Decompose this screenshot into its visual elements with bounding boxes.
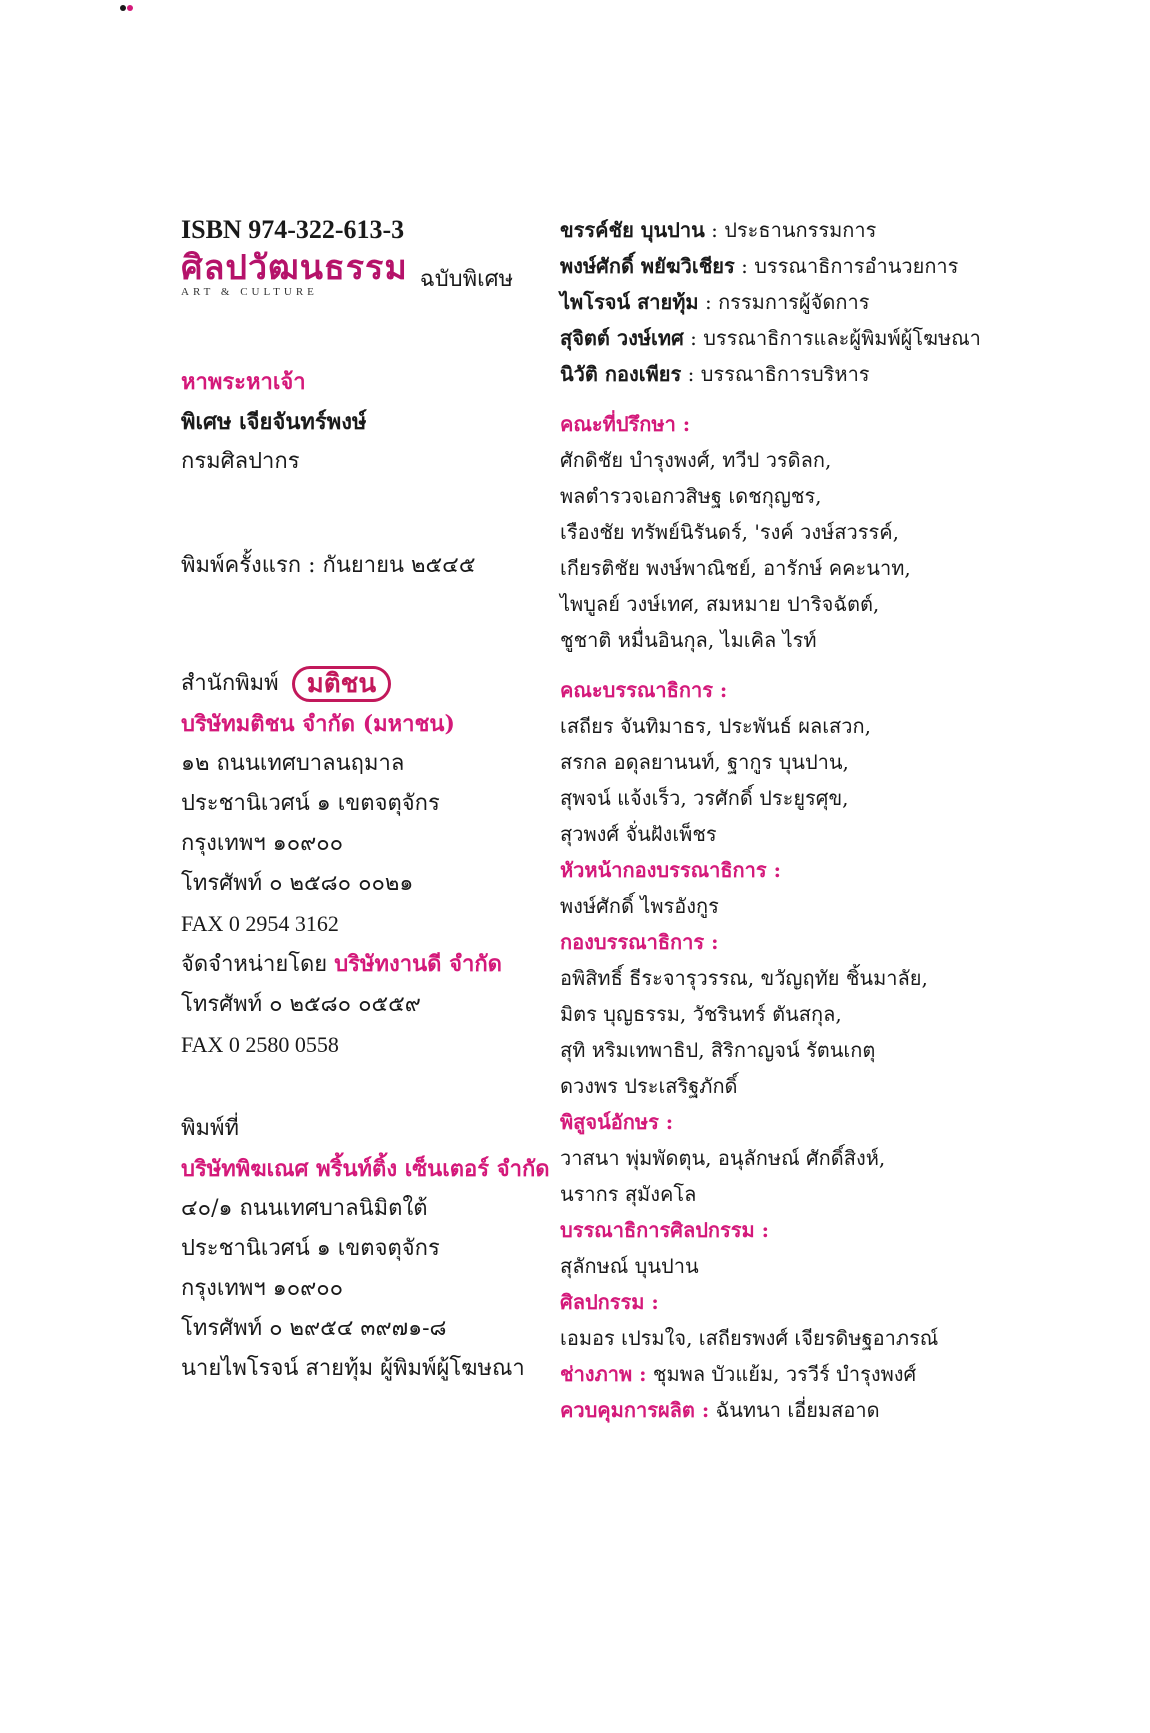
- executive-role: : บรรณาธิการและผู้พิมพ์ผู้โฆษณา: [690, 326, 981, 350]
- publisher-company: บริษัทมติชน จำกัด (มหาชน): [181, 711, 455, 737]
- editorial-board-line: สรกล อดุลยานนท์, ฐากูร บุนปาน,: [560, 750, 849, 774]
- distributor-company: บริษัทงานดี จำกัด: [334, 951, 502, 977]
- executive-role: : บรรณาธิการบริหาร: [687, 362, 870, 386]
- matichon-logo: มติชน: [292, 666, 391, 702]
- proofreading-line: วาสนา พุ่มพัดตุน, อนุลักษณ์ ศักดิ์สิงห์,: [560, 1146, 886, 1170]
- first-print: พิมพ์ครั้งแรก : กันยายน ๒๕๔๕: [181, 553, 476, 578]
- printer-address-line: ๔๐/๑ ถนนเทศบาลนิมิตใต้: [181, 1196, 428, 1221]
- book-title: หาพระหาเจ้า: [181, 369, 306, 395]
- production-name: ฉันทนา เอี่ยมสอาด: [715, 1398, 880, 1422]
- edition-label: ฉบับพิเศษ: [419, 267, 514, 292]
- executive-row: [560, 356, 1040, 392]
- author-affiliation: กรมศิลปากร: [181, 449, 300, 474]
- chief-editor-heading: หัวหน้ากองบรรณาธิการ :: [560, 858, 781, 882]
- production-row: [560, 1392, 1040, 1428]
- editorial-board-line: สุวพงศ์ จั่นฝังเพ็ชร: [560, 822, 717, 846]
- executive-name: ขรรค์ชัย บุนปาน: [560, 218, 705, 242]
- corner-dots: [120, 5, 136, 13]
- author-name: พิเศษ เจียจันทร์พงษ์: [181, 409, 367, 435]
- artwork-line: เอมอร เปรมใจ, เสถียรพงศ์ เจียรดิษฐอาภรณ์: [560, 1326, 939, 1350]
- art-editor-line: สุลักษณ์ บุนปาน: [560, 1254, 699, 1278]
- proofreading-heading: พิสูจน์อักษร :: [560, 1110, 674, 1134]
- isbn: ISBN 974-322-613-3: [181, 215, 405, 244]
- executive-role: : ประธานกรรมการ: [711, 218, 877, 242]
- editorial-staff-heading: กองบรรณาธิการ :: [560, 930, 719, 954]
- publisher-row: [181, 664, 541, 704]
- artwork-heading: ศิลปกรรม :: [560, 1290, 659, 1314]
- printer-phone: โทรศัพท์ ๐ ๒๙๕๔ ๓๙๗๑-๘: [181, 1316, 447, 1341]
- brand-thai-logo: ศิลปวัฒนธรรม: [181, 248, 408, 288]
- printer-company: บริษัทพิฆเณศ พริ้นท์ติ้ง เซ็นเตอร์ จำกัด: [181, 1156, 550, 1182]
- proofreading-line: นรากร สุมังคโล: [560, 1182, 697, 1206]
- editorial-staff-line: มิตร บุญธรรม, วัชรินทร์ ตันสกุล,: [560, 1002, 842, 1026]
- executive-role: : กรรมการผู้จัดการ: [704, 290, 870, 314]
- executive-name: ไพโรจน์ สายทุ้ม: [560, 290, 699, 314]
- printer-address-line: ประชานิเวศน์ ๑ เขตจตุจักร: [181, 1236, 440, 1261]
- editorial-staff-line: ดวงพร ประเสริฐภักดิ์: [560, 1074, 738, 1098]
- executive-name: นิวัติ กองเพียร: [560, 362, 682, 386]
- magazine-brand: [181, 250, 541, 298]
- printer-label: พิมพ์ที่: [181, 1116, 240, 1141]
- left-column: [181, 212, 550, 1389]
- printer-publisher-note: นายไพโรจน์ สายทุ้ม ผู้พิมพ์ผู้โฆษณา: [181, 1356, 525, 1381]
- executive-row: [560, 284, 1040, 320]
- publisher-address-line: ประชานิเวศน์ ๑ เขตจตุจักร: [181, 791, 440, 816]
- advisors-line: ชูชาติ หมื่นอินกุล, ไมเคิล ไรท์: [560, 628, 817, 652]
- art-editor-heading: บรรณาธิการศิลปกรรม :: [560, 1218, 770, 1242]
- photographer-row: [560, 1356, 1040, 1392]
- advisors-line: พลตำรวจเอกวสิษฐ เดชกุญชร,: [560, 484, 822, 508]
- chief-editor-line: พงษ์ศักดิ์ ไพรอังกูร: [560, 894, 719, 918]
- executive-row: [560, 212, 1040, 248]
- editorial-board-heading: คณะบรรณาธิการ :: [560, 678, 728, 702]
- publisher-address-line: กรุงเทพฯ ๑๐๙๐๐: [181, 831, 344, 856]
- advisors-line: เกียรติชัย พงษ์พาณิชย์, อารักษ์ คคะนาท,: [560, 556, 911, 580]
- production-heading: ควบคุมการผลิต :: [560, 1398, 710, 1422]
- executive-role: : บรรณาธิการอำนวยการ: [741, 254, 959, 278]
- advisors-line: เรืองชัย ทรัพย์นิรันดร์, 'รงค์ วงษ์สวรรค์,: [560, 520, 899, 544]
- printer-address-line: กรุงเทพฯ ๑๐๙๐๐: [181, 1276, 344, 1301]
- editorial-staff-line: สุทิ หริมเทพาธิป, สิริกาญจน์ รัตนเกตุ: [560, 1038, 876, 1062]
- advisors-line: ไพบูลย์ วงษ์เทศ, สมหมาย ปาริจฉัตต์,: [560, 592, 880, 616]
- publisher-label: สำนักพิมพ์: [181, 671, 279, 696]
- executive-row: [560, 248, 1040, 284]
- brand-english: ART & CULTURE: [181, 286, 318, 298]
- distributor-fax: FAX 0 2580 0558: [181, 1032, 339, 1057]
- publisher-fax: FAX 0 2954 3162: [181, 911, 339, 936]
- executive-row: [560, 320, 1040, 356]
- advisors-line: ศักดิชัย บำรุงพงศ์, ทวีป วรดิลก,: [560, 448, 832, 472]
- executive-name: สุจิตต์ วงษ์เทศ: [560, 326, 684, 350]
- editorial-board-line: สุพจน์ แจ้งเร็ว, วรศักดิ์ ประยูรศุข,: [560, 786, 849, 810]
- distributor-phone: โทรศัพท์ ๐ ๒๕๘๐ ๐๕๕๙: [181, 992, 421, 1017]
- photographer-names: ชุมพล บัวแย้ม, วรวีร์ บำรุงพงศ์: [652, 1362, 917, 1386]
- editorial-staff-line: อพิสิทธิ์ ธีระจารุวรรณ, ขวัญฤทัย ชิ้นมาลัย,: [560, 966, 928, 990]
- publisher-address-line: ๑๒ ถนนเทศบาลนฤมาล: [181, 751, 405, 776]
- editorial-board-line: เสถียร จันทิมาธร, ประพันธ์ ผลเสวก,: [560, 714, 871, 738]
- advisors-heading: คณะที่ปรึกษา :: [560, 412, 691, 436]
- executive-name: พงษ์ศักดิ์ พยัฆวิเชียร: [560, 254, 735, 278]
- publisher-phone: โทรศัพท์ ๐ ๒๕๘๐ ๐๐๒๑: [181, 871, 414, 896]
- distributor-row: [181, 944, 541, 985]
- right-column: [560, 212, 1040, 1428]
- photographer-heading: ช่างภาพ :: [560, 1362, 647, 1386]
- distributor-label: จัดจำหน่ายโดย: [181, 952, 328, 977]
